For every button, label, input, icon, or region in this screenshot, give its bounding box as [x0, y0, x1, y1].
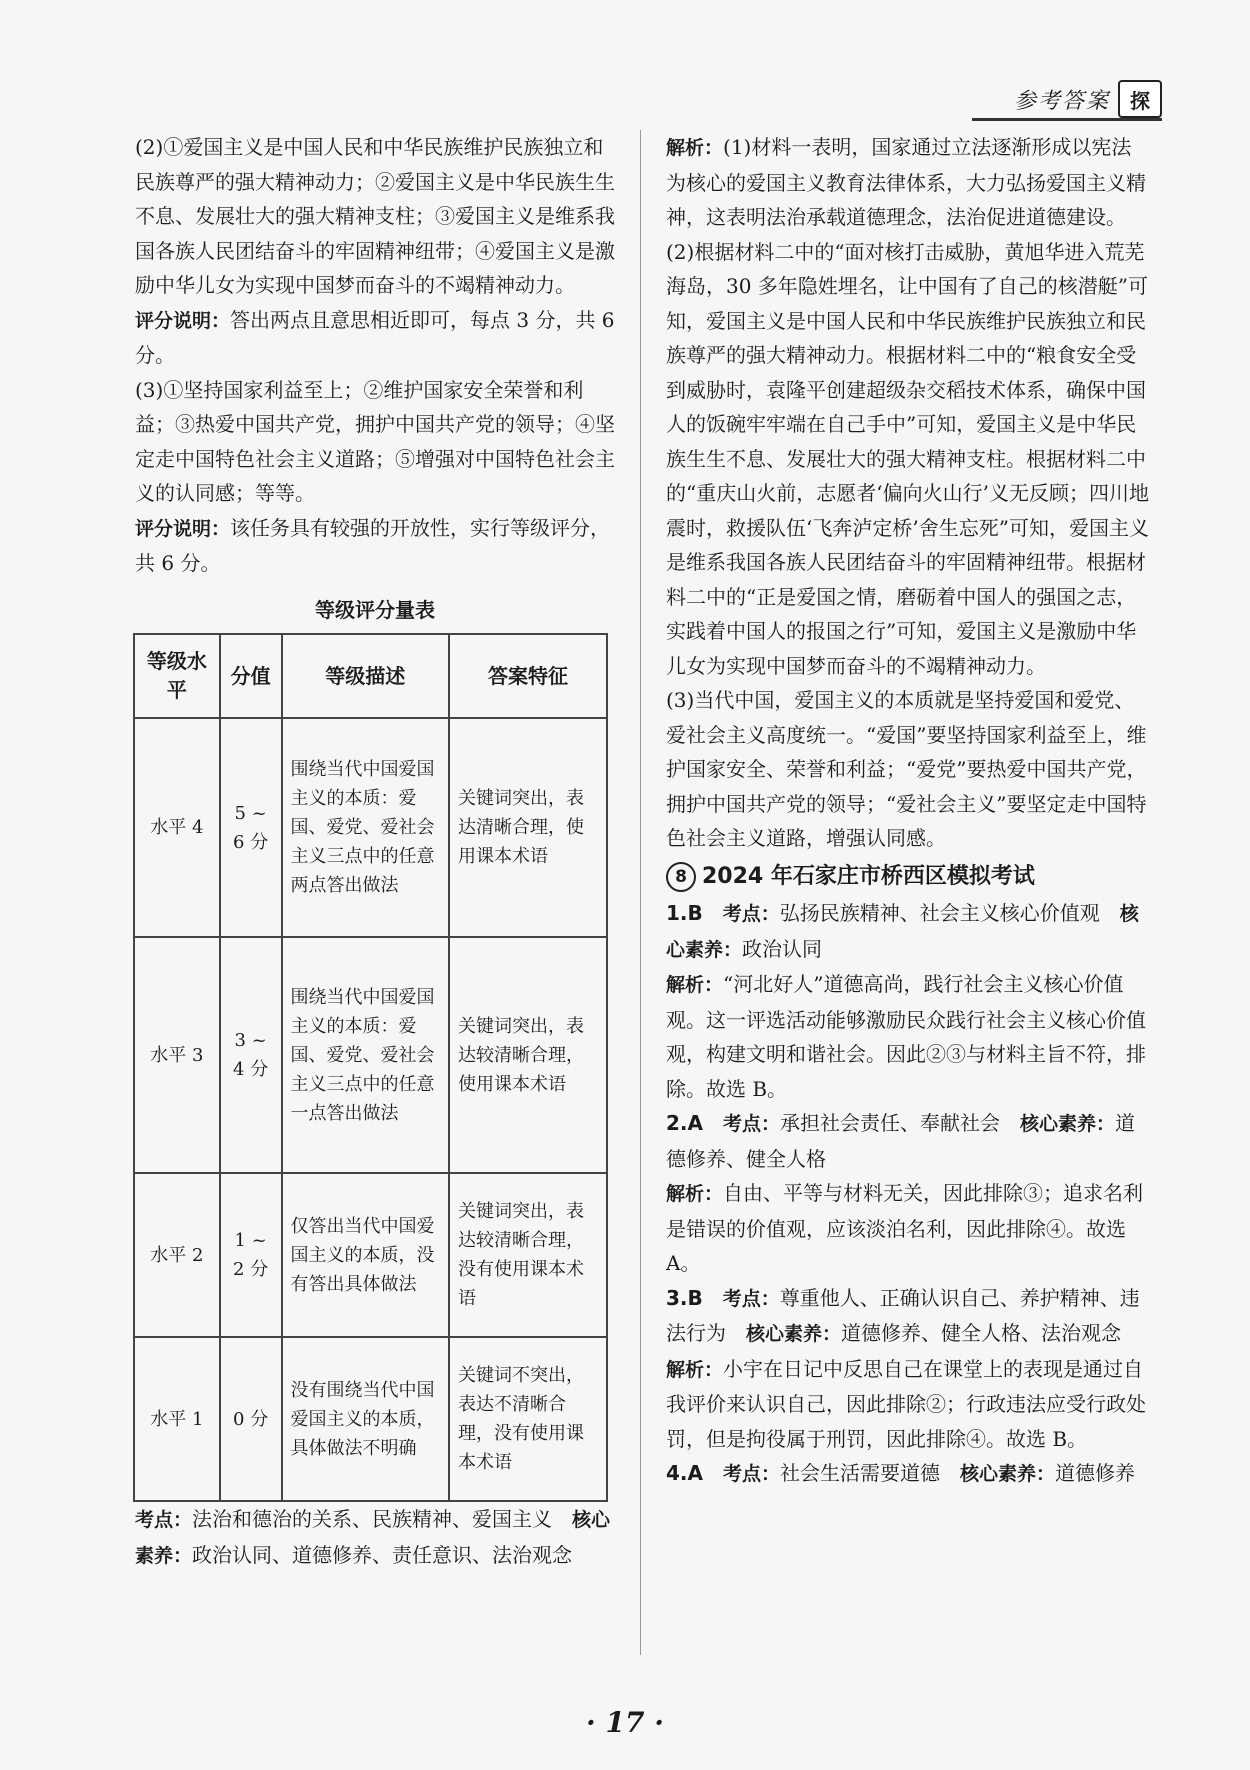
scoring-text: 该任务具有较强的开放性，实行等级评分，共 6 分。 — [135, 515, 611, 575]
exam-points — [135, 1502, 615, 1573]
jx-text: (1)材料一表明，国家通过立法逐渐形成以宪法为核心的爱国主义教育法律体系，大力弘扬爱国主义精神，这表明法治承载道德理念，法治促进道德建设。 — [666, 135, 1146, 229]
cell-score: 1 ~ 2 分 — [220, 1173, 282, 1337]
scoring-note-1 — [135, 303, 615, 373]
header-level: 等级水平 — [134, 634, 220, 718]
left-column — [135, 130, 615, 1573]
header-description: 等级描述 — [282, 634, 450, 718]
cell-description: 仅答出当代中国爱国主义的本质，没有答出具体做法 — [282, 1173, 450, 1337]
hx-label: 核心素养： — [1020, 1113, 1116, 1135]
question-2-analysis — [666, 1176, 1149, 1281]
cell-description: 围绕当代中国爱国主义的本质：爱国、爱党、爱社会主义三点中的任意一点答出做法 — [282, 937, 450, 1173]
cell-level: 水平 1 — [134, 1337, 220, 1501]
analysis-part-3: (3)当代中国，爱国主义的本质就是坚持爱国和爱党、爱社会主义高度统一。“爱国”要坚持国家利益至上，维护国家安全、荣誉和利益；“爱党”要热爱中国共产党，拥护中国共产党的领导；“爱社会主义”要坚定走中国特色社会主义道路，增强认同感。 — [666, 688, 1147, 850]
q-answer: 4.A — [666, 1461, 703, 1485]
cell-description: 围绕当代中国爱国主义的本质：爱国、爱党、爱社会主义三点中的任意两点答出做法 — [282, 718, 450, 937]
jx-label: 解析： — [666, 137, 724, 159]
answer-part-2: (2)①爱国主义是中国人民和中华民族维护民族独立和民族尊严的强大精神动力；②爱国主义是中华民族生生不息、发展壮大的强大精神支柱；③爱国主义是维系我国各族人民团结奋斗的牢固精神纽带；④爱国主义是激励中华儿女为实现中国梦而奋斗的不竭精神动力。 — [135, 135, 615, 297]
q-jx: 小宇在日记中反思自己在课堂上的表现是通过自我评价来认识自己，因此排除②；行政违法应受行政处罚，但是拘役属于刑罚，因此排除④。故选 B。 — [666, 1356, 1146, 1451]
cell-feature: 关键词突出，表达清晰合理，使用课本术语 — [449, 718, 607, 937]
question-2 — [666, 1106, 1149, 1176]
hx-label: 核心素养： — [746, 1323, 842, 1345]
column-divider — [640, 130, 641, 1655]
answer-part-3: (3)①坚持国家利益至上；②维护国家安全荣誉和利益；③热爱中国共产党，拥护中国共产党的领导；④坚定走中国特色社会主义道路；⑤增强对中国特色社会主义的认同感；等等。 — [135, 377, 615, 505]
cell-level: 水平 2 — [134, 1173, 220, 1337]
q-hx: 政治认同 — [742, 936, 823, 961]
page-number: · 17 · — [586, 1706, 664, 1739]
section-number: 8 — [666, 862, 696, 892]
cell-feature: 关键词突出，表达较清晰合理，没有使用课本术语 — [449, 1173, 607, 1337]
section-title: 2024 年石家庄市桥西区模拟考试 — [702, 863, 1035, 889]
q-jx: “河北好人”道德高尚，践行社会主义核心价值观。这一评选活动能够激励民众践行社会主义核心价值观，构建文明和谐社会。因此②③与材料主旨不符，排除。故选 B。 — [666, 972, 1146, 1101]
header-title: 参考答案 — [1013, 88, 1110, 114]
scoring-label: 评分说明： — [135, 309, 231, 332]
section-heading — [666, 860, 1149, 895]
header-feature: 答案特征 — [449, 634, 607, 718]
hx-text: 政治认同、道德修养、责任意识、法治观念 — [192, 1542, 573, 1567]
q-answer: 3.B — [666, 1285, 703, 1310]
q-hx: 道德修养、健全人格 — [666, 1111, 1136, 1171]
cell-score: 3 ~ 4 分 — [220, 937, 282, 1173]
q-jx: 自由、平等与材料无关，因此排除③；追求名利是错误的价值观，应该淡泊名利，因此排除④。故选 A。 — [666, 1181, 1144, 1275]
jx-label: 解析： — [666, 1358, 724, 1381]
right-column — [666, 130, 1149, 1492]
question-1 — [666, 896, 1149, 967]
q-kd: 承担社会责任、奉献社会 — [780, 1111, 1001, 1135]
jx-label: 解析： — [666, 974, 724, 996]
kd-label: 考点： — [135, 1509, 193, 1531]
cell-score: 5 ~ 6 分 — [220, 718, 282, 937]
scoring-text: 答出两点且意思相近即可，每点 3 分，共 6 分。 — [135, 307, 615, 367]
q-answer: 2.A — [666, 1111, 703, 1135]
kd-label: 考点： — [722, 903, 780, 925]
question-3 — [666, 1281, 1149, 1352]
cell-feature: 关键词不突出，表达不清晰合理，没有使用课本术语 — [449, 1337, 607, 1501]
q-kd: 社会生活需要道德 — [780, 1461, 941, 1485]
grading-table — [133, 633, 608, 1502]
kd-label: 考点： — [722, 1287, 780, 1310]
cell-score: 0 分 — [220, 1337, 282, 1501]
hx-label: 核心素养： — [666, 903, 1139, 961]
jx-label: 解析： — [666, 1183, 724, 1205]
hx-label: 核心素养： — [135, 1509, 611, 1567]
q-hx: 道德修养、健全人格、法治观念 — [841, 1321, 1122, 1345]
question-3-analysis — [666, 1352, 1149, 1457]
table-header-row — [134, 634, 607, 718]
q-kd: 尊重他人、正确认识自己、养护精神、违法行为 — [666, 1285, 1140, 1345]
table-row — [134, 1337, 607, 1501]
kd-text: 法治和德治的关系、民族精神、爱国主义 — [192, 1507, 553, 1531]
table-row — [134, 718, 607, 937]
question-4 — [666, 1456, 1149, 1492]
header-rule — [972, 118, 1162, 121]
kd-label: 考点： — [723, 1463, 781, 1485]
kd-label: 考点： — [723, 1113, 781, 1135]
q-hx: 道德修养 — [1055, 1461, 1136, 1485]
scoring-label: 评分说明： — [135, 517, 231, 540]
question-1-analysis — [666, 967, 1149, 1106]
q-answer: 1.B — [666, 901, 703, 925]
header-score: 分值 — [220, 634, 282, 718]
table-row — [134, 1173, 607, 1337]
table-row — [134, 937, 607, 1173]
hx-label: 核心素养： — [960, 1463, 1056, 1485]
q-kd: 弘扬民族精神、社会主义核心价值观 — [779, 901, 1100, 925]
cell-description: 没有围绕当代中国爱国主义的本质，具体做法不明确 — [282, 1337, 450, 1501]
analysis-part-1 — [666, 130, 1149, 235]
analysis-part-2: (2)根据材料二中的“面对核打击威胁，黄旭华进入荒芜海岛，30 多年隐姓埋名，让中国有了自己的核潜艇”可知，爱国主义是中国人民和中华民族维护民族独立和民族尊严的强大精神动力。根据材料二中的“粮食安全受到威胁时，袁隆平创建超级杂交稻技术体系，确保中国人的饭碗牢牢端在自己手中”可知，爱国主义是中华民族生生不息、发展壮大的强大精神支柱。根据材料二中的“重庆山火前，志愿者‘偏向火山行’义无反顾；四川地震时，救援队伍‘飞奔泸定桥’舍生忘死”可知，爱国主义是维系我国各族人民团结奋斗的牢固精神纽带。根据材料二中的“正是爱国之情，磨砺着中国人的强国之志，实践着中国人的报国之行”可知，爱国主义是激励中华儿女为实现中国梦而奋斗的不竭精神动力。 — [666, 239, 1149, 678]
scoring-note-2 — [135, 511, 615, 581]
cell-level: 水平 3 — [134, 937, 220, 1173]
cell-feature: 关键词突出，表达较清晰合理，使用课本术语 — [449, 937, 607, 1173]
cell-level: 水平 4 — [134, 718, 220, 937]
brand-logo: 探 — [1118, 80, 1162, 118]
table-caption: 等级评分量表 — [315, 597, 435, 622]
page-header — [1014, 80, 1162, 118]
